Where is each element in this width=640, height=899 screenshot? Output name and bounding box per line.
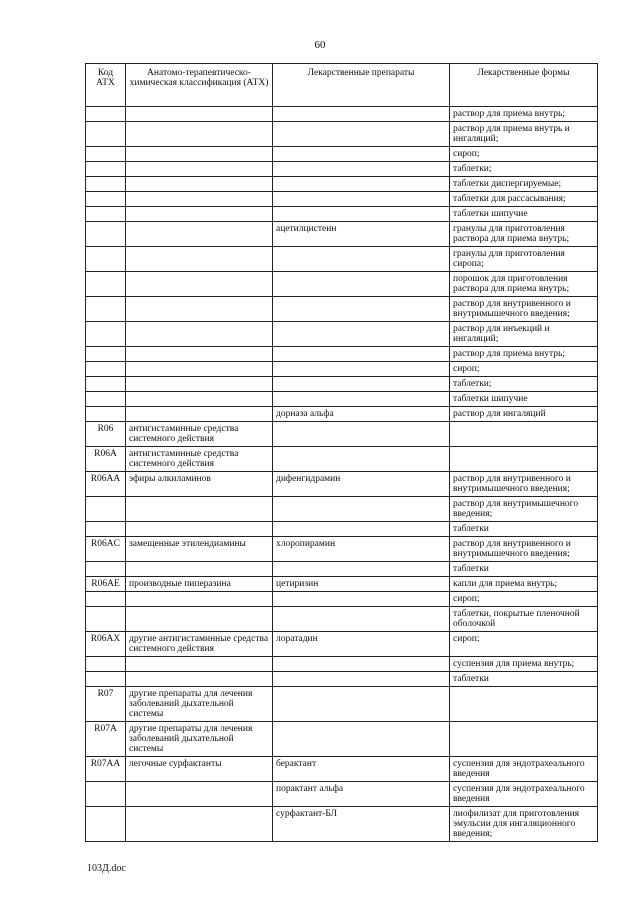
table-row <box>86 537 598 562</box>
cell-classification <box>126 247 273 272</box>
cell-drug <box>273 722 450 757</box>
cell-code <box>86 122 126 147</box>
table-row <box>86 672 598 687</box>
table-row <box>86 422 598 447</box>
table-row <box>86 577 598 592</box>
table-row <box>86 297 598 322</box>
table-row <box>86 322 598 347</box>
cell-form: раствор для инъекций и ингаляций; <box>450 322 598 347</box>
cell-classification <box>126 177 273 192</box>
cell-drug <box>273 122 450 147</box>
table-row <box>86 782 598 807</box>
cell-classification <box>126 782 273 807</box>
cell-drug <box>273 672 450 687</box>
cell-classification <box>126 672 273 687</box>
cell-code <box>86 147 126 162</box>
cell-drug: сурфактант-БЛ <box>273 807 450 842</box>
cell-form: раствор для ингаляций <box>450 407 598 422</box>
table-row <box>86 687 598 722</box>
cell-form <box>450 687 598 722</box>
table-row <box>86 347 598 362</box>
header-forms: Лекарственные формы <box>450 64 598 107</box>
table-row <box>86 472 598 497</box>
cell-form <box>450 422 598 447</box>
cell-drug <box>273 607 450 632</box>
cell-drug <box>273 207 450 222</box>
cell-classification <box>126 562 273 577</box>
cell-drug: дифенгидрамин <box>273 472 450 497</box>
cell-code <box>86 407 126 422</box>
cell-drug <box>273 522 450 537</box>
cell-classification <box>126 347 273 362</box>
cell-code <box>86 347 126 362</box>
cell-drug: берактант <box>273 757 450 782</box>
table-header <box>86 64 598 107</box>
cell-form: суспензия для эндотрахеального введения <box>450 782 598 807</box>
table-row <box>86 207 598 222</box>
table-row <box>86 522 598 537</box>
cell-drug <box>273 447 450 472</box>
cell-drug <box>273 497 450 522</box>
cell-drug <box>273 107 450 122</box>
cell-code <box>86 607 126 632</box>
cell-form: таблетки для рассасывания; <box>450 192 598 207</box>
cell-drug <box>273 687 450 722</box>
cell-form <box>450 447 598 472</box>
cell-classification <box>126 297 273 322</box>
cell-classification <box>126 207 273 222</box>
cell-classification <box>126 322 273 347</box>
cell-classification: антигистаминные средства системного действия <box>126 422 273 447</box>
cell-form: раствор для приема внутрь; <box>450 347 598 362</box>
cell-classification <box>126 162 273 177</box>
cell-code: R07A <box>86 722 126 757</box>
table-row <box>86 757 598 782</box>
cell-code <box>86 497 126 522</box>
cell-drug <box>273 377 450 392</box>
cell-form: таблетки <box>450 522 598 537</box>
cell-classification: эфиры алкиламинов <box>126 472 273 497</box>
cell-code <box>86 782 126 807</box>
cell-form: раствор для внутривенного и внутримышечного введения; <box>450 537 598 562</box>
cell-classification <box>126 497 273 522</box>
cell-code <box>86 247 126 272</box>
cell-drug: лоратадин <box>273 632 450 657</box>
cell-form: раствор для приема внутрь; <box>450 107 598 122</box>
cell-classification <box>126 807 273 842</box>
cell-code <box>86 297 126 322</box>
cell-drug <box>273 322 450 347</box>
cell-form <box>450 722 598 757</box>
cell-form: сироп; <box>450 592 598 607</box>
cell-form: раствор для приема внутрь и ингаляций; <box>450 122 598 147</box>
cell-code <box>86 522 126 537</box>
cell-code: R07AA <box>86 757 126 782</box>
cell-form: сироп; <box>450 632 598 657</box>
cell-code: R06 <box>86 422 126 447</box>
footer-filename: 103Д.doc <box>87 863 126 874</box>
header-drugs: Лекарственные препараты <box>273 64 450 107</box>
cell-code <box>86 592 126 607</box>
cell-drug <box>273 297 450 322</box>
cell-code <box>86 322 126 347</box>
cell-classification <box>126 192 273 207</box>
cell-drug <box>273 422 450 447</box>
cell-form: сироп; <box>450 147 598 162</box>
atx-table <box>85 63 598 842</box>
table-row <box>86 247 598 272</box>
table-row <box>86 722 598 757</box>
table-row <box>86 447 598 472</box>
cell-code <box>86 192 126 207</box>
cell-drug <box>273 657 450 672</box>
cell-drug <box>273 562 450 577</box>
cell-drug <box>273 392 450 407</box>
cell-code <box>86 362 126 377</box>
header-code: Код АТХ <box>86 64 126 107</box>
cell-form: гранулы для приготовления сиропа; <box>450 247 598 272</box>
table-row <box>86 407 598 422</box>
cell-code: R06A <box>86 447 126 472</box>
cell-classification <box>126 392 273 407</box>
cell-form: таблетки; <box>450 377 598 392</box>
table-row <box>86 272 598 297</box>
cell-code <box>86 562 126 577</box>
cell-classification <box>126 592 273 607</box>
cell-code <box>86 807 126 842</box>
table-row <box>86 657 598 672</box>
cell-classification: антигистаминные средства системного действия <box>126 447 273 472</box>
cell-drug: дорназа альфа <box>273 407 450 422</box>
cell-form: раствор для внутримышечного введения; <box>450 497 598 522</box>
cell-classification <box>126 147 273 162</box>
table-row <box>86 162 598 177</box>
header-row <box>86 64 598 107</box>
cell-form: таблетки; <box>450 162 598 177</box>
cell-code <box>86 222 126 247</box>
cell-drug <box>273 247 450 272</box>
cell-drug <box>273 177 450 192</box>
table-row <box>86 362 598 377</box>
page-number: 60 <box>314 39 326 51</box>
cell-classification <box>126 107 273 122</box>
cell-classification <box>126 657 273 672</box>
cell-classification <box>126 522 273 537</box>
table-row <box>86 632 598 657</box>
cell-classification <box>126 362 273 377</box>
table-row <box>86 192 598 207</box>
cell-form: таблетки шипучие <box>450 207 598 222</box>
table-row <box>86 562 598 577</box>
cell-code: R06AX <box>86 632 126 657</box>
table-row <box>86 592 598 607</box>
cell-form: раствор для внутривенного и внутримышечного введения; <box>450 472 598 497</box>
cell-classification: другие препараты для лечения заболеваний дыхательной системы <box>126 722 273 757</box>
cell-form: раствор для внутривенного и внутримышечного введения; <box>450 297 598 322</box>
table-row <box>86 807 598 842</box>
cell-form: таблетки <box>450 672 598 687</box>
cell-drug <box>273 592 450 607</box>
cell-form: гранулы для приготовления раствора для приема внутрь; <box>450 222 598 247</box>
table-row <box>86 122 598 147</box>
cell-drug <box>273 347 450 362</box>
cell-form: суспензия для эндотрахеального введения <box>450 757 598 782</box>
cell-drug: ацетилцистеин <box>273 222 450 247</box>
cell-code <box>86 272 126 297</box>
cell-form: порошок для приготовления раствора для приема внутрь; <box>450 272 598 297</box>
cell-code <box>86 177 126 192</box>
cell-code: R06AE <box>86 577 126 592</box>
table-row <box>86 222 598 247</box>
cell-form: лиофилизат для приготовления эмульсии для ингаляционного введения; <box>450 807 598 842</box>
table-row <box>86 177 598 192</box>
table-row <box>86 392 598 407</box>
cell-drug <box>273 192 450 207</box>
table-row <box>86 107 598 122</box>
cell-classification: производные пиперазина <box>126 577 273 592</box>
cell-classification: другие антигистаминные средства системного действия <box>126 632 273 657</box>
cell-form: таблетки шипучие <box>450 392 598 407</box>
cell-form: капли для приема внутрь; <box>450 577 598 592</box>
cell-drug <box>273 147 450 162</box>
cell-form: таблетки, покрытые пленочной оболочкой <box>450 607 598 632</box>
cell-code <box>86 377 126 392</box>
cell-classification <box>126 272 273 297</box>
cell-classification <box>126 377 273 392</box>
table-body <box>86 107 598 842</box>
cell-form: таблетки диспергируемые; <box>450 177 598 192</box>
cell-classification <box>126 122 273 147</box>
cell-drug: порактант альфа <box>273 782 450 807</box>
cell-drug: хлоропирамин <box>273 537 450 562</box>
cell-drug <box>273 362 450 377</box>
cell-code <box>86 162 126 177</box>
cell-classification <box>126 222 273 247</box>
cell-drug <box>273 162 450 177</box>
table-row <box>86 497 598 522</box>
cell-classification: легочные сурфактанты <box>126 757 273 782</box>
cell-code <box>86 392 126 407</box>
table-row <box>86 377 598 392</box>
table-row <box>86 147 598 162</box>
cell-code <box>86 672 126 687</box>
cell-drug <box>273 272 450 297</box>
cell-form: суспензия для приема внутрь; <box>450 657 598 672</box>
cell-drug: цетиризин <box>273 577 450 592</box>
cell-code: R07 <box>86 687 126 722</box>
cell-form: сироп; <box>450 362 598 377</box>
table-row <box>86 607 598 632</box>
cell-code: R06AC <box>86 537 126 562</box>
cell-code <box>86 657 126 672</box>
cell-classification <box>126 607 273 632</box>
cell-code <box>86 207 126 222</box>
cell-classification <box>126 407 273 422</box>
cell-classification: другие препараты для лечения заболеваний дыхательной системы <box>126 687 273 722</box>
cell-form: таблетки <box>450 562 598 577</box>
cell-classification: замещенные этилендиамины <box>126 537 273 562</box>
cell-code: R06AA <box>86 472 126 497</box>
header-classification: Анатомо-терапевтическо-химическая классификация (АТХ) <box>126 64 273 107</box>
cell-code <box>86 107 126 122</box>
